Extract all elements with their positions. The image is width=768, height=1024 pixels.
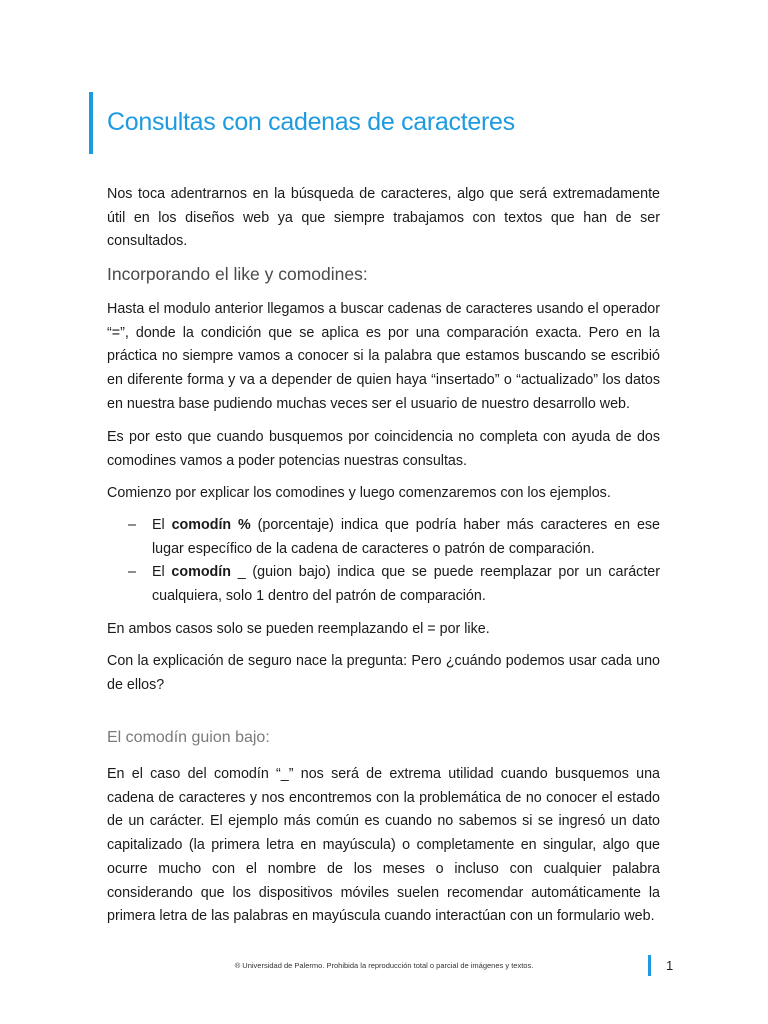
section1-p4-block [107,618,660,642]
intro-block [107,183,660,254]
section2-paragraph-1: En el caso del comodín “_” nos será de extrema utilidad cuando busquemos una cadena de caracteres y nos encontremos con la problemática de no conocer el estado de un carácter. El ejemplo más común es cuando no sabemos si se ingresó un dato capitalizado (la primera letra en mayúscula) o completamente en singular, algo que ocurre mucho con el nombre de los meses o incluso con cualquier palabra considerando que los dispositivos móviles suelen recomendar automáticamente la primera letra de las palabras en mayúscula cuando interactúan con un formulario web. [107,766,660,925]
section-heading-like-comodines: Incorporando el like y comodines: [107,264,368,284]
section1-paragraph-2: Es por esto que cuando busquemos por coincidencia no completa con ayuda de dos comodines vamos a poder potencias nuestras consultas. [107,429,660,469]
section-heading-guion-bajo: El comodín guion bajo: [107,729,270,746]
page-title: Consultas con cadenas de caracteres [107,108,515,136]
list-dash: – [128,564,136,581]
page-number: 1 [666,958,674,973]
section1-heading-block [107,264,660,285]
section1-paragraph-5: Con la explicación de seguro nace la pregunta: Pero ¿cuándo podemos usar cada uno de ellos? [107,653,660,693]
footer-copyright: ® Universidad de Palermo. Prohibida la reproducción total o parcial de imágenes y textos. [234,961,534,970]
list-item-text: El comodín _ (guion bajo) indica que se puede reemplazar por un carácter cualquiera, solo 1 dentro del patrón de comparación. [152,564,661,605]
section1-paragraph-3: Comienzo por explicar los comodines y luego comenzaremos con los ejemplos. [107,485,611,501]
bold-term: comodín % [171,517,251,533]
bold-term: comodín [171,564,231,581]
list-dash: – [128,517,136,533]
intro-paragraph: Nos toca adentrarnos en la búsqueda de caracteres, algo que será extremadamente útil en los diseños web ya que siempre trabajamos con textos que han de ser consultados. [107,186,660,250]
section1-paragraph-4: En ambos casos solo se pueden reemplazando el = por like. [107,621,490,637]
section1-p3-block [107,482,660,506]
section2-p1-block [107,763,660,929]
list-item [128,514,660,561]
footer-accent-bar [648,955,651,976]
section1-p1-block [107,298,660,417]
section1-p5-block [107,650,660,697]
list-item [128,561,660,608]
section1-paragraph-1: Hasta el modulo anterior llegamos a buscar cadenas de caracteres usando el operador “=”, donde la condición que se aplica es por una comparación exacta. Pero en la práctica no siempre vamos a conocer si la palabra que estamos buscando se escribió en diferente forma y va a depender de quien haya “insertado” o “actualizado” los datos en nuestra base pudiendo muchas veces ser el usuario de nuestro desarrollo web. [107,301,660,412]
section2-heading-block [107,729,660,747]
list-item-text: El comodín % (porcentaje) indica que podría haber más caracteres en ese lugar específico de la cadena de caracteres o patrón de comparación. [152,517,660,557]
comodines-list [128,514,660,609]
title-accent-bar [89,92,93,154]
section1-p2-block [107,426,660,473]
